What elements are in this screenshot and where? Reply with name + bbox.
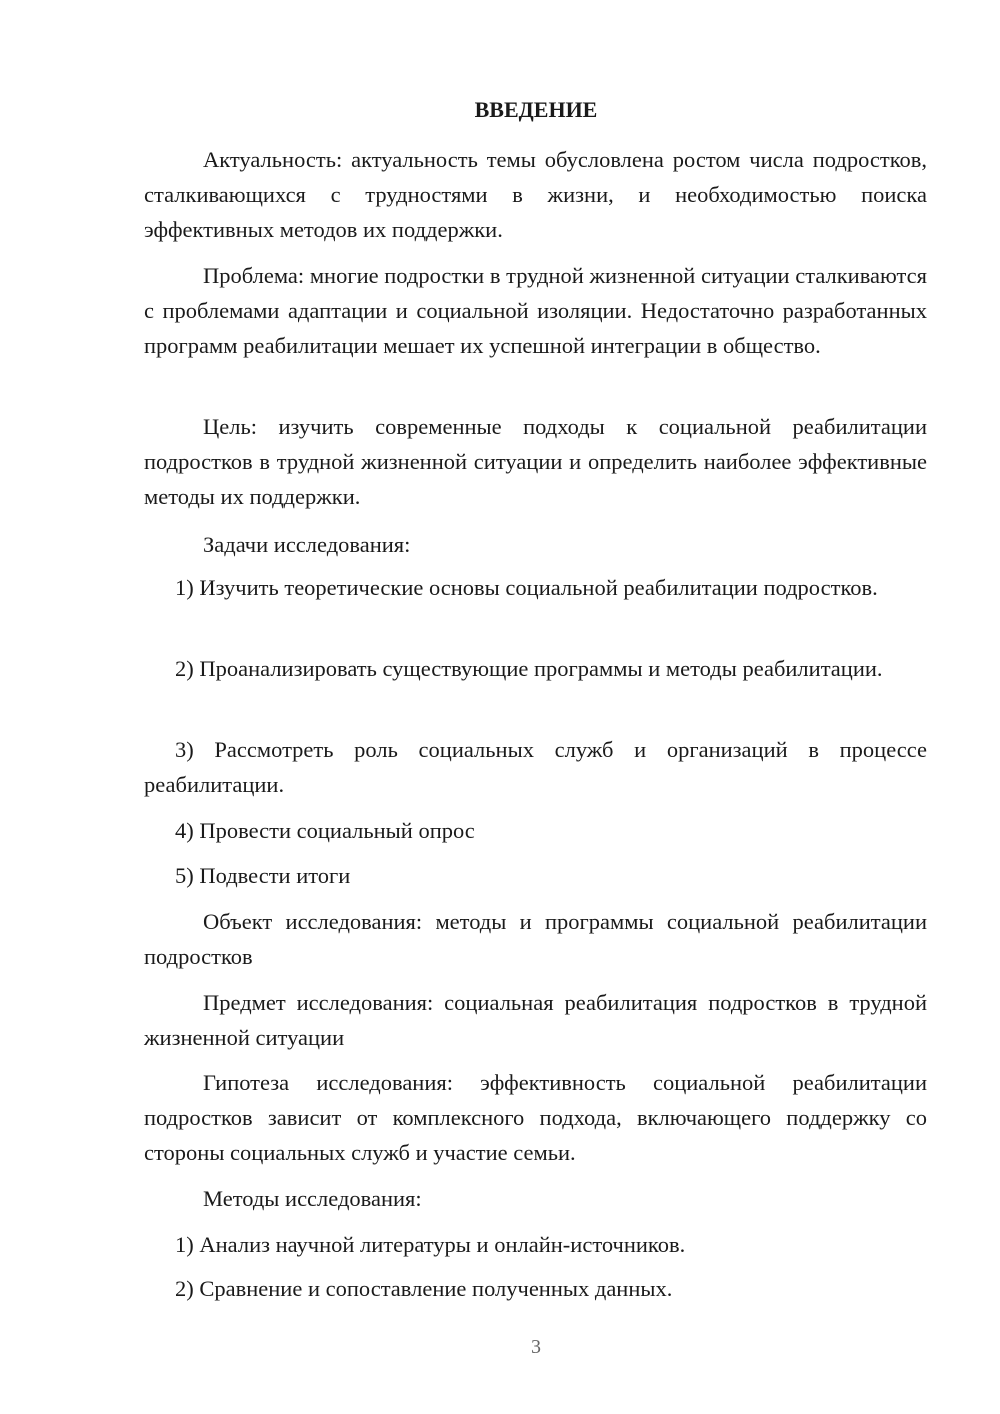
hypothesis-paragraph: Гипотеза исследования: эффективность социальной реабилитации подростков зависит от комплексного подхода, включающего поддержку со стороны социальных служб и участие семьи. bbox=[144, 1070, 927, 1165]
task-item-5: 5) Подвести итоги bbox=[175, 863, 351, 888]
relevance-paragraph: Актуальность: актуальность темы обусловлена ростом числа подростков, сталкивающихся с трудностями в жизни, и необходимостью поиска эффективных методов их поддержки. bbox=[144, 147, 927, 242]
page-title: ВВЕДЕНИЕ bbox=[474, 97, 598, 122]
method-item-1: 1) Анализ научной литературы и онлайн-источников. bbox=[175, 1232, 686, 1257]
subject-paragraph: Предмет исследования: социальная реабилитация подростков в трудной жизненной ситуации bbox=[144, 990, 927, 1050]
task-item-1: 1) Изучить теоретические основы социальной реабилитации подростков. bbox=[175, 575, 878, 600]
object-paragraph: Объект исследования: методы и программы социальной реабилитации подростков bbox=[144, 909, 927, 969]
tasks-heading: Задачи исследования: bbox=[203, 532, 411, 557]
methods-heading: Методы исследования: bbox=[203, 1186, 422, 1211]
page-number: 3 bbox=[531, 1336, 541, 1358]
task-item-3: 3) Рассмотреть роль социальных служб и организаций в процессе реабилитации. bbox=[144, 737, 927, 797]
goal-paragraph: Цель: изучить современные подходы к социальной реабилитации подростков в трудной жизненной ситуации и определить наиболее эффективные методы их поддержки. bbox=[144, 414, 927, 509]
method-item-2: 2) Сравнение и сопоставление полученных данных. bbox=[175, 1276, 673, 1301]
task-item-4: 4) Провести социальный опрос bbox=[175, 818, 475, 843]
problem-paragraph: Проблема: многие подростки в трудной жизненной ситуации сталкиваются с проблемами адаптации и социальной изоляции. Недостаточно разработанных программ реабилитации мешает их успешной интеграции в общество. bbox=[144, 263, 927, 358]
task-item-2: 2) Проанализировать существующие программы и методы реабилитации. bbox=[175, 656, 883, 681]
